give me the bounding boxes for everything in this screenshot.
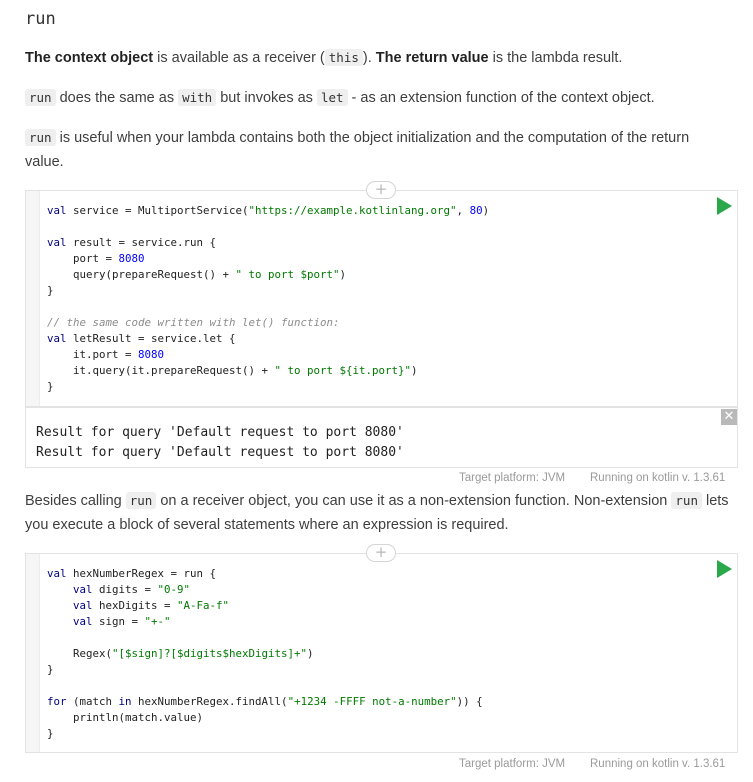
play-icon[interactable] — [717, 197, 732, 215]
target-platform-label: Target platform: JVM — [459, 758, 566, 770]
code-editor[interactable]: val hexNumberRegex = run { val digits = "0-9" val hexDigits = "A-Fa-f" val sign = "+-" Regex("[$sign]?[$digits$hexDigits]+") } for (match in hexNumberRegex.findAll("+1234 -FFFF not-a-number")) { println(match.value) } — [47, 567, 483, 740]
plus-icon: + — [374, 180, 388, 198]
output-panel-1 — [25, 407, 738, 468]
output-line: Result for query 'Default request to port 8080' — [36, 425, 404, 440]
plus-icon: + — [374, 543, 388, 561]
inline-code-let: let — [317, 89, 348, 106]
inline-code-this: this — [325, 49, 363, 66]
inline-code-run: run — [126, 492, 157, 509]
text: does the same as — [55, 90, 179, 106]
kotlin-version-label: Running on kotlin v. 1.3.61 — [590, 472, 726, 484]
section-heading: run — [25, 9, 56, 29]
text: - as an extension function of the context object. — [347, 90, 655, 106]
inline-code-with: with — [178, 89, 216, 106]
bold-context-object: The context object — [25, 50, 154, 66]
paragraph-context-object — [25, 46, 730, 70]
kotlin-version-label: Running on kotlin v. 1.3.61 — [590, 758, 726, 770]
play-icon[interactable] — [717, 560, 732, 578]
bold-return-value: The return value — [375, 50, 489, 66]
inline-code-run: run — [25, 129, 56, 146]
text: is the lambda result. — [488, 50, 623, 66]
code-sample-2[interactable] — [25, 553, 738, 753]
inline-code-run: run — [671, 492, 702, 509]
text: is available as a receiver ( — [153, 50, 325, 66]
text: on a receiver object, you can use it as a non-extension function. Non-extension — [156, 493, 672, 509]
target-platform-label: Target platform: JVM — [459, 472, 566, 484]
text: is useful when your lambda contains both the object initialization and the computation of the return value. — [25, 130, 690, 170]
paragraph-non-extension — [25, 489, 730, 537]
code-editor[interactable]: val service = MultiportService("https://example.kotlinlang.org", 80) val result = service.run { port = 8080 query(prepareRequest() + " to port $port") } // the same code written with let() function: val letResult = service.let { it.port = 8080 it.query(it.prepareRequest() + " to port ${it.port}") } — [47, 204, 490, 393]
code-gutter — [26, 554, 40, 752]
expand-button[interactable] — [366, 544, 396, 562]
code-gutter — [26, 191, 40, 406]
paragraph-run-vs-with — [25, 86, 730, 110]
paragraph-run-useful — [25, 126, 730, 174]
code-sample-1[interactable] — [25, 190, 738, 407]
text: lets you execute a block of several statements where an expression is required. — [25, 493, 729, 533]
close-icon[interactable]: ✕ — [721, 409, 737, 425]
output-line: Result for query 'Default request to port 8080' — [36, 445, 404, 460]
text: but invokes as — [216, 90, 317, 106]
text: ). — [362, 50, 376, 66]
inline-code-run: run — [25, 89, 56, 106]
text: Besides calling — [25, 493, 126, 509]
expand-button[interactable] — [366, 181, 396, 199]
